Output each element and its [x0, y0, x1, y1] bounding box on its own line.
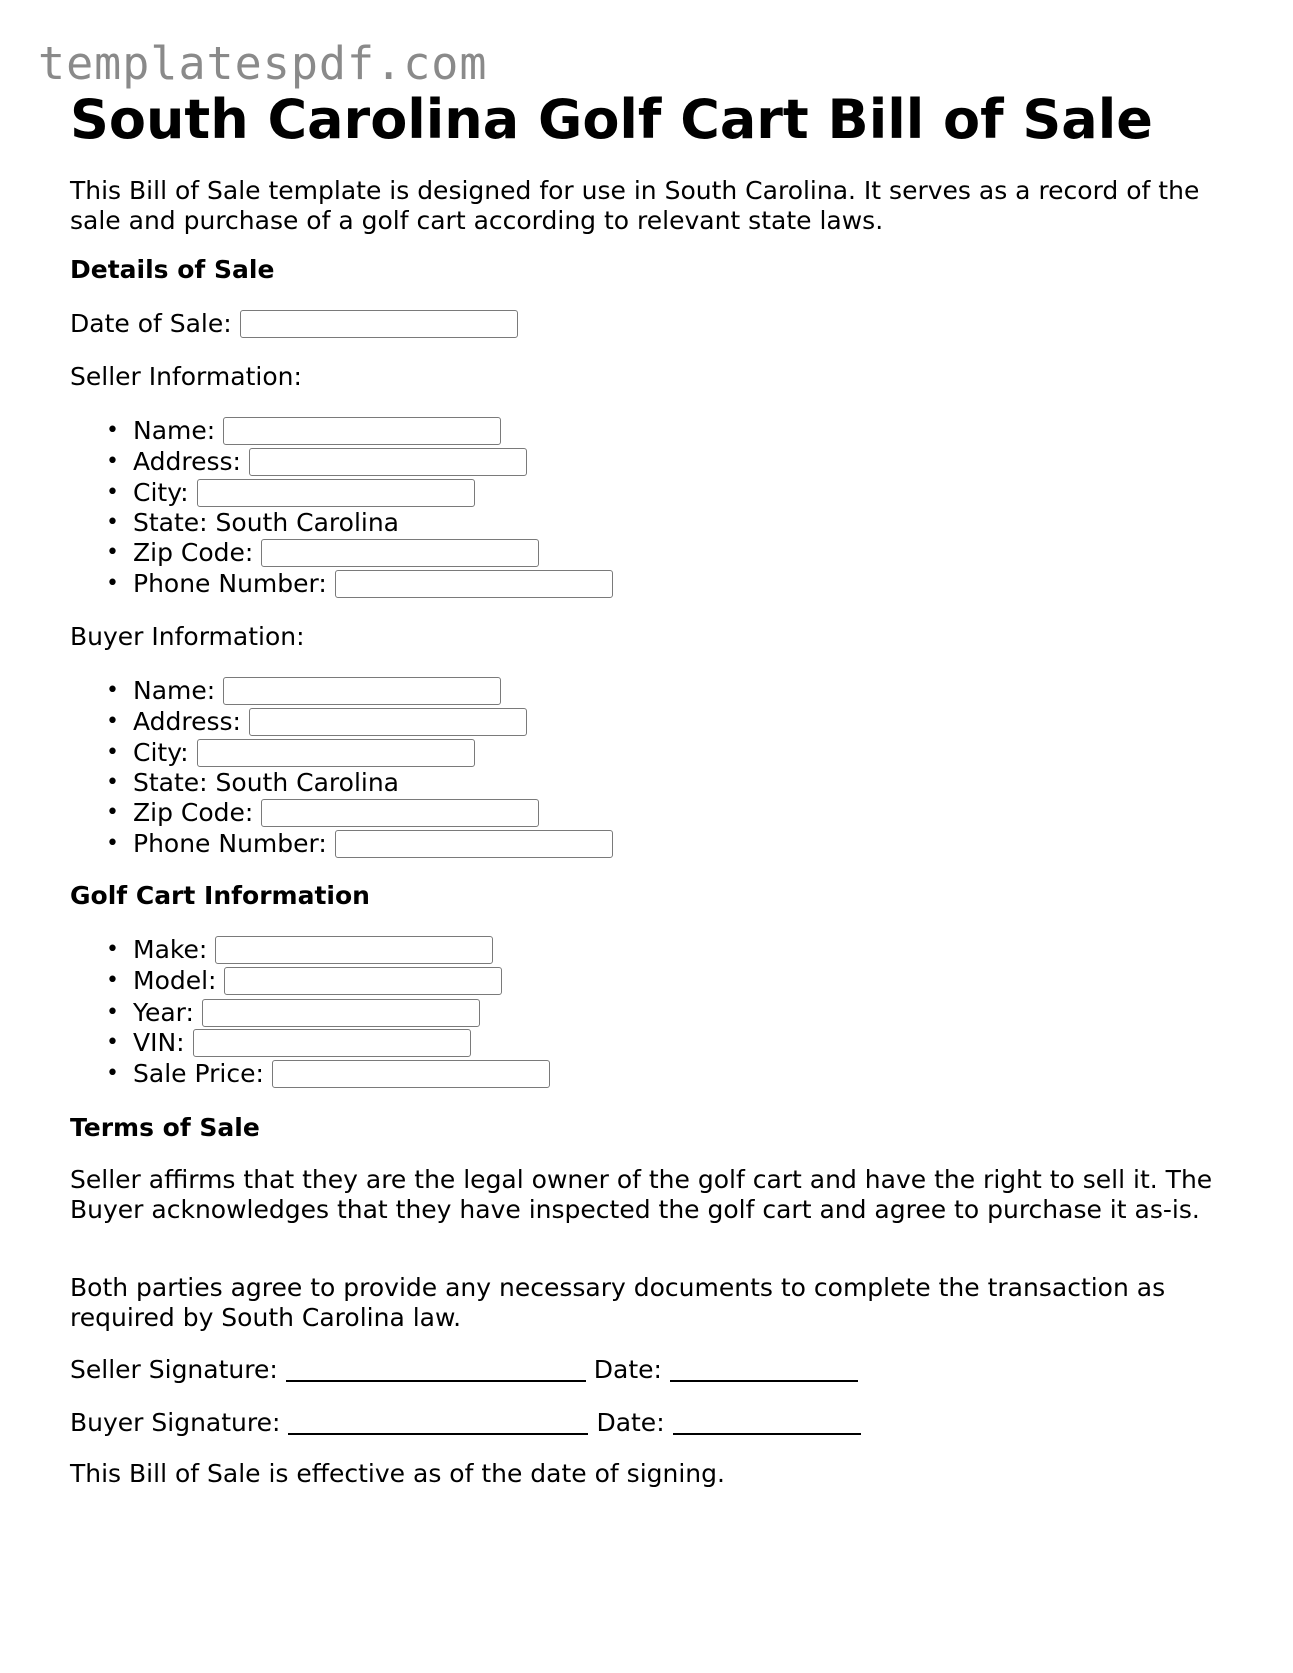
buyer-address-label: Address: — [133, 707, 241, 736]
buyer-signature-label: Buyer Signature: — [70, 1408, 281, 1437]
cart-make-label: Make: — [133, 935, 208, 964]
buyer-city-label: City: — [133, 738, 189, 767]
bullet-icon: • — [106, 571, 119, 596]
cart-vin-label: VIN: — [133, 1028, 185, 1057]
buyer-name-label: Name: — [133, 676, 216, 705]
bullet-icon: • — [106, 740, 119, 765]
date-of-sale-row — [70, 308, 518, 340]
terms-heading: Terms of Sale — [70, 1113, 260, 1142]
cart-year-row — [70, 997, 770, 1029]
document-title: South Carolina Golf Cart Bill of Sale — [70, 88, 1153, 151]
bullet-icon: • — [106, 968, 119, 993]
bullet-icon: • — [106, 1000, 119, 1025]
buyer-signature-line[interactable] — [288, 1411, 588, 1435]
seller-date-line[interactable] — [670, 1358, 858, 1382]
buyer-date-line[interactable] — [673, 1411, 861, 1435]
buyer-zip-label: Zip Code: — [133, 798, 254, 827]
buyer-city-row — [70, 737, 770, 769]
cart-model-label: Model: — [133, 966, 217, 995]
seller-address-row — [70, 446, 770, 478]
date-of-sale-label: Date of Sale: — [70, 309, 232, 338]
cart-year-field[interactable] — [202, 999, 480, 1027]
seller-address-label: Address: — [133, 447, 241, 476]
seller-city-label: City: — [133, 478, 189, 507]
cart-year-label: Year: — [133, 998, 194, 1027]
terms-paragraph-2: Both parties agree to provide any necessary documents to complete the transaction as required by South Carolina law. — [70, 1273, 1166, 1332]
cart-price-field[interactable] — [272, 1060, 550, 1088]
terms-paragraph-1: Seller affirms that they are the legal owner of the golf cart and have the right to sell it. The Buyer acknowledges that they have inspected the golf cart and agree to purchase it as-is. — [70, 1165, 1213, 1224]
intro-paragraph: This Bill of Sale template is designed for use in South Carolina. It serves as a record of the sale and purchase of a golf cart according to relevant state laws. — [70, 176, 1200, 235]
seller-name-field[interactable] — [223, 417, 501, 445]
cart-price-row — [70, 1058, 770, 1090]
buyer-phone-field[interactable] — [335, 830, 613, 858]
cart-heading: Golf Cart Information — [70, 881, 370, 910]
bullet-icon: • — [106, 1061, 119, 1086]
seller-zip-label: Zip Code: — [133, 538, 254, 567]
seller-date-label: Date: — [593, 1355, 662, 1384]
buyer-phone-row — [70, 828, 770, 860]
seller-city-row — [70, 477, 770, 509]
bullet-icon: • — [106, 480, 119, 505]
seller-city-field[interactable] — [197, 479, 475, 507]
bullet-icon: • — [106, 510, 119, 535]
seller-name-row — [70, 415, 770, 447]
seller-signature-row — [70, 1354, 866, 1386]
seller-phone-label: Phone Number: — [133, 569, 327, 598]
bullet-icon: • — [106, 770, 119, 795]
buyer-signature-row — [70, 1407, 869, 1439]
cart-make-row — [70, 934, 770, 966]
seller-phone-field[interactable] — [335, 570, 613, 598]
buyer-heading: Buyer Information: — [70, 622, 305, 651]
buyer-phone-label: Phone Number: — [133, 829, 327, 858]
date-of-sale-field[interactable] — [240, 310, 518, 338]
seller-state-row — [70, 507, 770, 539]
seller-signature-line[interactable] — [286, 1358, 586, 1382]
buyer-address-field[interactable] — [249, 708, 527, 736]
bullet-icon: • — [106, 418, 119, 443]
cart-price-label: Sale Price: — [133, 1059, 264, 1088]
buyer-name-field[interactable] — [223, 677, 501, 705]
seller-name-label: Name: — [133, 416, 216, 445]
seller-address-field[interactable] — [249, 448, 527, 476]
details-heading: Details of Sale — [70, 255, 275, 284]
buyer-name-row — [70, 675, 770, 707]
closing-statement: This Bill of Sale is effective as of the date of signing. — [70, 1459, 725, 1488]
buyer-date-label: Date: — [596, 1408, 665, 1437]
bullet-icon: • — [106, 678, 119, 703]
cart-vin-field[interactable] — [193, 1029, 471, 1057]
seller-signature-label: Seller Signature: — [70, 1355, 278, 1384]
seller-phone-row — [70, 568, 770, 600]
buyer-state-row — [70, 767, 770, 799]
cart-vin-row — [70, 1027, 770, 1059]
buyer-state-text: State: South Carolina — [133, 768, 400, 797]
cart-model-row — [70, 965, 770, 997]
buyer-zip-field[interactable] — [261, 799, 539, 827]
bullet-icon: • — [106, 937, 119, 962]
buyer-address-row — [70, 706, 770, 738]
watermark: templatespdf.com — [38, 37, 488, 90]
bullet-icon: • — [106, 800, 119, 825]
cart-model-field[interactable] — [224, 967, 502, 995]
bullet-icon: • — [106, 709, 119, 734]
bullet-icon: • — [106, 1030, 119, 1055]
seller-heading: Seller Information: — [70, 362, 302, 391]
buyer-city-field[interactable] — [197, 739, 475, 767]
seller-state-text: State: South Carolina — [133, 508, 400, 537]
bullet-icon: • — [106, 540, 119, 565]
buyer-zip-row — [70, 797, 770, 829]
bullet-icon: • — [106, 449, 119, 474]
seller-zip-field[interactable] — [261, 539, 539, 567]
cart-make-field[interactable] — [215, 936, 493, 964]
seller-zip-row — [70, 537, 770, 569]
bullet-icon: • — [106, 831, 119, 856]
